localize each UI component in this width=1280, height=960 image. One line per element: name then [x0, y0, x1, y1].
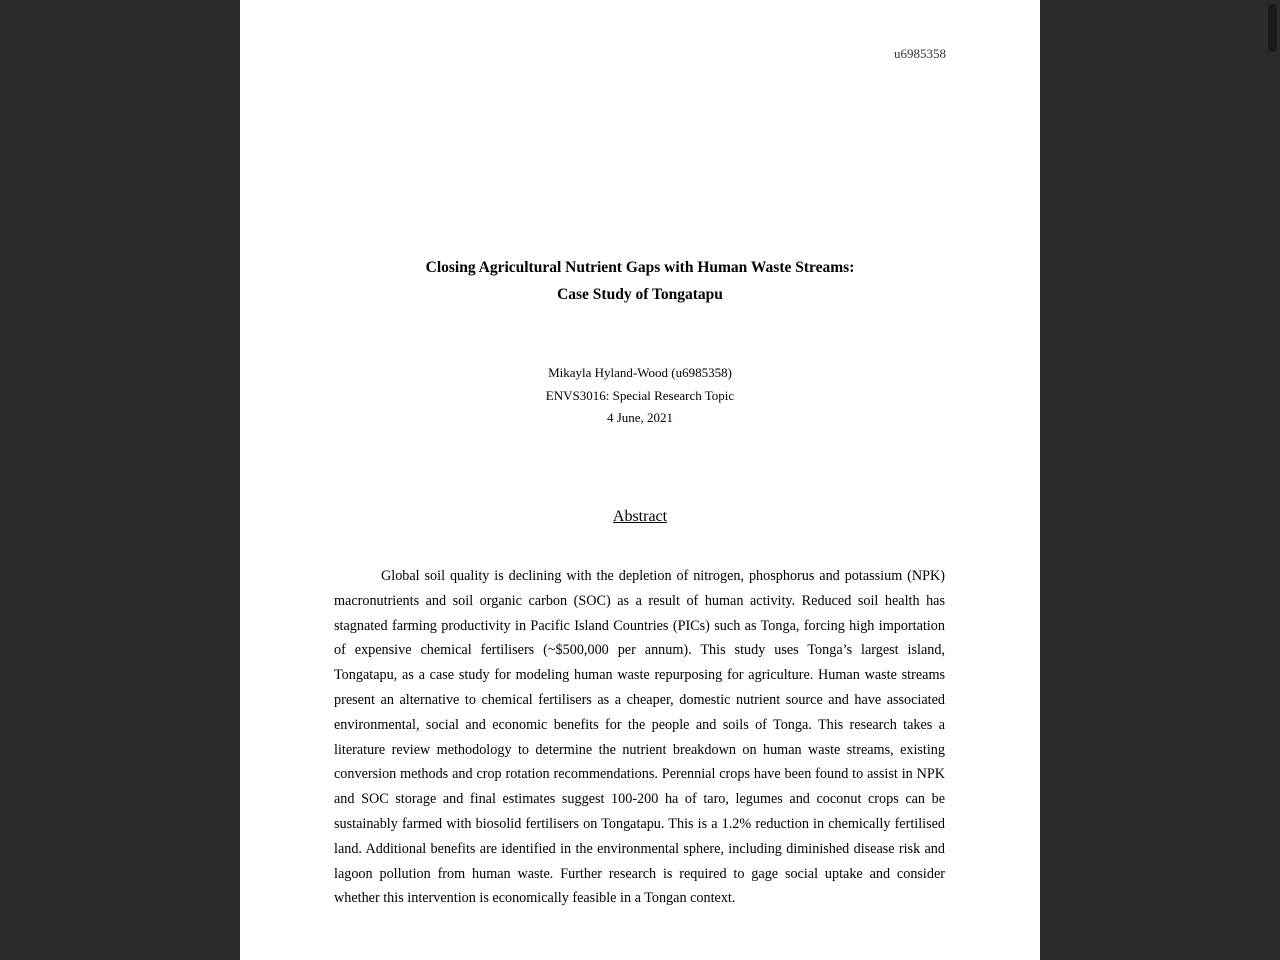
- title-line-1: Closing Agricultural Nutrient Gaps with Human Waste Streams:: [425, 259, 855, 276]
- running-header: u6985358: [894, 46, 946, 61]
- author-name: Mikayla Hyland-Wood (u6985358): [548, 365, 732, 380]
- scrollbar-thumb[interactable]: [1268, 4, 1277, 52]
- author-block: [240, 362, 1040, 430]
- paper-title: [240, 254, 1040, 308]
- abstract-paragraph: Global soil quality is declining with the depletion of nitrogen, phosphorus and potassium (NPK) macronutrients and soil organic carbon (SOC) as a result of human activity. Reduced soil health has stagnated farming productivity in Pacific Island Countries (PICs) such as Tonga, forcing high importation of expensive chemical fertilisers (~$500,000 per annum). This study uses Tonga’s largest island, Tongatapu, as a case study for modeling human waste repurposing for agriculture. Human waste streams present an alternative to chemical fertilisers as a cheaper, domestic nutrient source and have associated environmental, social and economic benefits for the people and soils of Tonga. This research takes a literature review methodology to determine the nutrient breakdown on human waste streams, existing conversion methods and crop rotation recommendations. Perennial crops have been found to assist in NPK and SOC storage and final estimates suggest 100-200 ha of taro, legumes and coconut crops can be sustainably farmed with biosolid fertilisers on Tongatapu. This is a 1.2% reduction in chemically fertilised land. Additional benefits are identified in the environmental sphere, including diminished disease risk and lagoon pollution from human waste. Further research is required to gage social uptake and consider whether this intervention is economically feasible in a Tongan context.: [334, 568, 945, 907]
- abstract-heading: Abstract: [612, 508, 668, 525]
- vertical-scrollbar[interactable]: [1264, 0, 1280, 960]
- course-name: ENVS3016: Special Research Topic: [545, 387, 735, 403]
- document-page: [240, 0, 1040, 960]
- title-line-2: Case Study of Tongatapu: [557, 286, 723, 303]
- submission-date: 4 June, 2021: [606, 410, 674, 425]
